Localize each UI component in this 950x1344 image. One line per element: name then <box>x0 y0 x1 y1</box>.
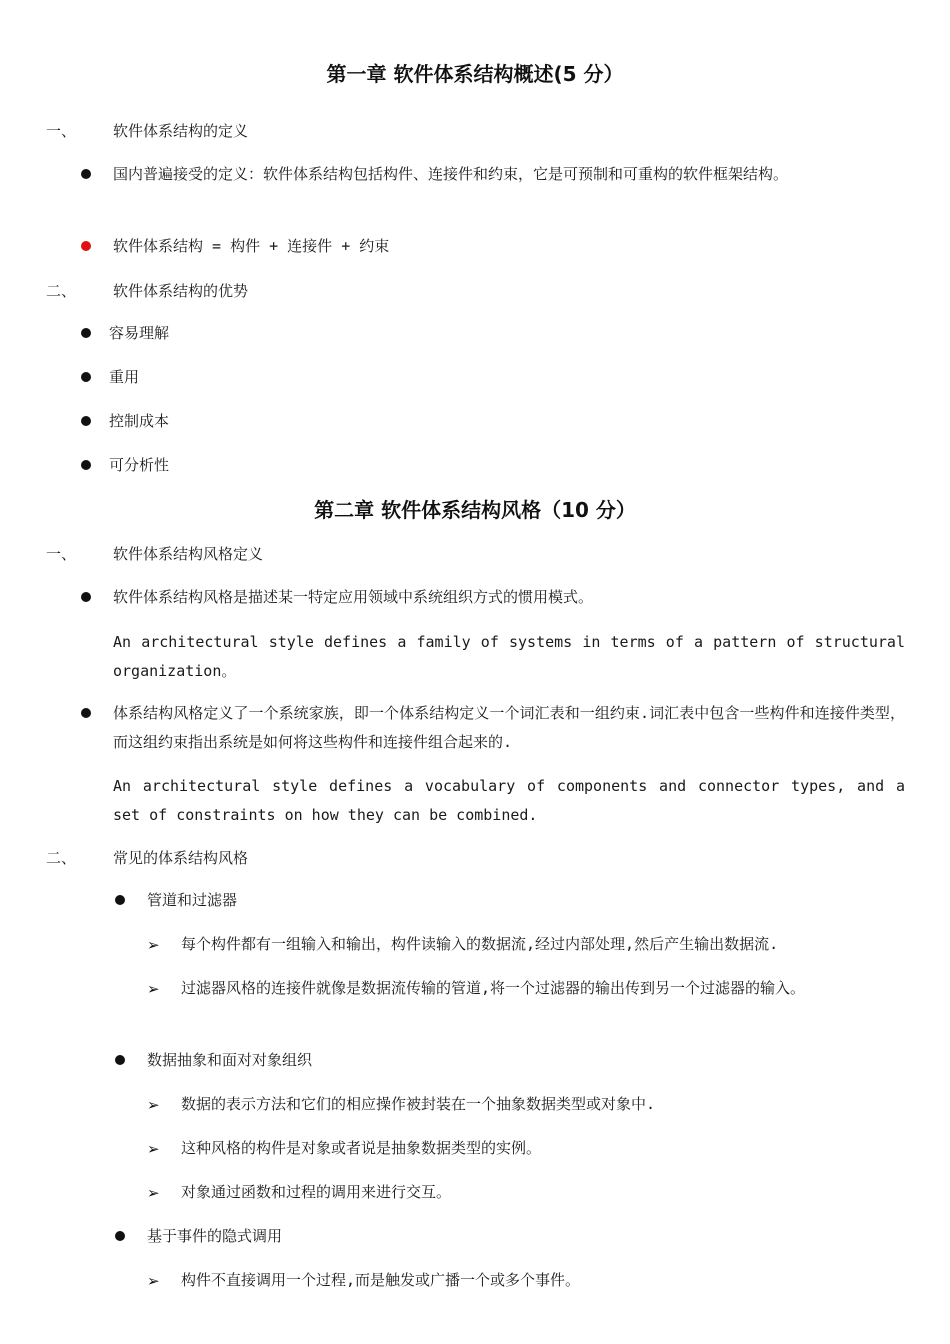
style-point: 数据的表示方法和它们的相应操作被封装在一个抽象数据类型或对象中. <box>181 1095 656 1113</box>
arrow-bullet-icon: ➢ <box>147 980 160 998</box>
definition-english: An architectural style defines a vocabulary of components and connector types, and a set of constraints on how they can be combined. <box>113 777 905 824</box>
red-bullet-icon <box>81 241 91 251</box>
style-point: 每个构件都有一组输入和输出，构件读输入的数据流,经过内部处理,然后产生输出数据流. <box>181 935 779 953</box>
list-item: 国内普遍接受的定义：软件体系结构包括构件、连接件和约束，它是可预制和可重构的软件框架结构。 <box>113 165 789 183</box>
style-point: 构件不直接调用一个过程,而是触发或广播一个或多个事件。 <box>181 1271 581 1289</box>
section-label: 常见的体系结构风格 <box>113 849 249 867</box>
section-number: 一、 <box>46 545 77 563</box>
bullet-icon <box>81 372 91 382</box>
chapter-2-title: 第二章 软件体系结构风格（10 分） <box>314 498 636 522</box>
list-item: 软件体系结构 = 构件 + 连接件 + 约束 <box>113 237 390 255</box>
bullet-icon <box>81 708 91 718</box>
style-name: 基于事件的隐式调用 <box>147 1227 283 1245</box>
section-number: 二、 <box>46 849 77 867</box>
definition-text: 软件体系结构风格是描述某一特定应用领域中系统组织方式的惯用模式。 <box>113 588 594 606</box>
style-point: 过滤器风格的连接件就像是数据流传输的管道,将一个过滤器的输出传到另一个过滤器的输入。 <box>181 979 806 997</box>
bullet-icon <box>81 416 91 426</box>
bullet-icon <box>115 1055 125 1065</box>
definition-text: 体系结构风格定义了一个系统家族，即一个体系结构定义一个词汇表和一组约束.词汇表中包含一些构件和连接件类型，而这组约束指出系统是如何将这些构件和连接件组合起来的. <box>113 704 905 751</box>
arrow-bullet-icon: ➢ <box>147 1140 160 1158</box>
section-number: 二、 <box>46 282 77 300</box>
list-item: 容易理解 <box>109 324 170 342</box>
arrow-bullet-icon: ➢ <box>147 1184 160 1202</box>
definition-english: An architectural style defines a family of systems in terms of a pattern of structural organization。 <box>113 633 905 680</box>
arrow-bullet-icon: ➢ <box>147 1272 160 1290</box>
section-label: 软件体系结构风格定义 <box>113 545 264 563</box>
chapter-1-title: 第一章 软件体系结构概述(5 分） <box>326 62 624 86</box>
list-item: 控制成本 <box>109 412 170 430</box>
bullet-icon <box>81 460 91 470</box>
list-item: 可分析性 <box>109 456 170 474</box>
section-number: 一、 <box>46 122 77 140</box>
bullet-icon <box>81 592 91 602</box>
style-point: 这种风格的构件是对象或者说是抽象数据类型的实例。 <box>181 1139 542 1157</box>
bullet-icon <box>115 1231 125 1241</box>
arrow-bullet-icon: ➢ <box>147 936 160 954</box>
style-point: 对象通过函数和过程的调用来进行交互。 <box>181 1183 452 1201</box>
section-label: 软件体系结构的优势 <box>113 282 249 300</box>
arrow-bullet-icon: ➢ <box>147 1096 160 1114</box>
section-label: 软件体系结构的定义 <box>113 122 249 140</box>
style-name: 数据抽象和面对对象组织 <box>147 1051 313 1069</box>
style-name: 管道和过滤器 <box>147 891 238 909</box>
bullet-icon <box>81 169 91 179</box>
bullet-icon <box>115 895 125 905</box>
list-item: 重用 <box>109 368 140 386</box>
bullet-icon <box>81 328 91 338</box>
